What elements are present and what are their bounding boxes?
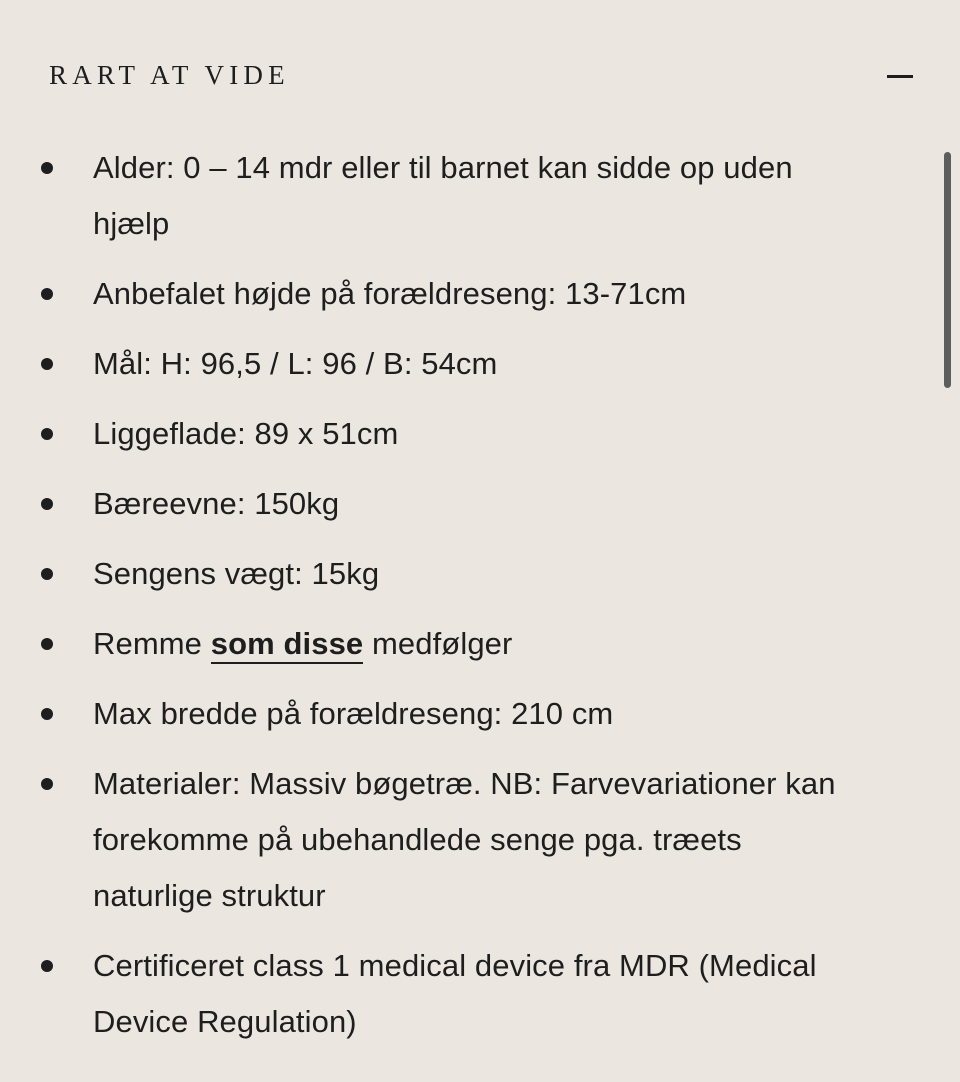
feature-text: Max bredde på forældreseng: 210 cm xyxy=(93,696,614,731)
feature-text: Materialer: Massiv bøgetræ. NB: Farvevariationer kan forekomme på ubehandlede senge pga. træets naturlige struktur xyxy=(93,766,836,913)
feature-list xyxy=(0,140,900,1064)
straps-link[interactable]: som disse xyxy=(211,626,364,664)
feature-item-capacity xyxy=(0,476,900,532)
feature-text: Mål: H: 96,5 / L: 96 / B: 54cm xyxy=(93,346,498,381)
feature-text-prefix: Remme xyxy=(93,626,211,661)
bullet-icon xyxy=(41,498,53,510)
feature-text: Certificeret class 1 medical device fra MDR (Medical Device Regulation) xyxy=(93,948,817,1039)
feature-item-max-width xyxy=(0,686,900,742)
feature-item-weight xyxy=(0,546,900,602)
feature-item-materials xyxy=(0,756,900,924)
bullet-icon xyxy=(41,288,53,300)
bullet-icon xyxy=(41,358,53,370)
bullet-icon xyxy=(41,162,53,174)
bullet-icon xyxy=(41,960,53,972)
bullet-icon xyxy=(41,638,53,650)
minus-icon xyxy=(887,75,913,78)
feature-item-bed-height xyxy=(0,266,900,322)
bullet-icon xyxy=(41,428,53,440)
collapse-toggle-button[interactable] xyxy=(872,56,928,96)
bullet-icon xyxy=(41,568,53,580)
scrollbar[interactable] xyxy=(942,150,952,390)
feature-text: Anbefalet højde på forældreseng: 13-71cm xyxy=(93,276,687,311)
scrollbar-thumb[interactable] xyxy=(944,152,951,388)
feature-text: Alder: 0 – 14 mdr eller til barnet kan sidde op uden hjælp xyxy=(93,150,793,241)
feature-item-age xyxy=(0,140,900,252)
bullet-icon xyxy=(41,778,53,790)
feature-text: Bæreevne: 150kg xyxy=(93,486,340,521)
feature-item-dimensions xyxy=(0,336,900,392)
accordion-header[interactable] xyxy=(0,0,960,150)
bullet-icon xyxy=(41,708,53,720)
feature-item-mattress-area xyxy=(0,406,900,462)
feature-text: Sengens vægt: 15kg xyxy=(93,556,380,591)
feature-item-straps xyxy=(0,616,900,672)
feature-text: Liggeflade: 89 x 51cm xyxy=(93,416,399,451)
feature-item-certification xyxy=(0,938,900,1050)
feature-text-suffix: medfølger xyxy=(363,626,513,661)
accordion-title: RART AT VIDE xyxy=(49,60,290,90)
